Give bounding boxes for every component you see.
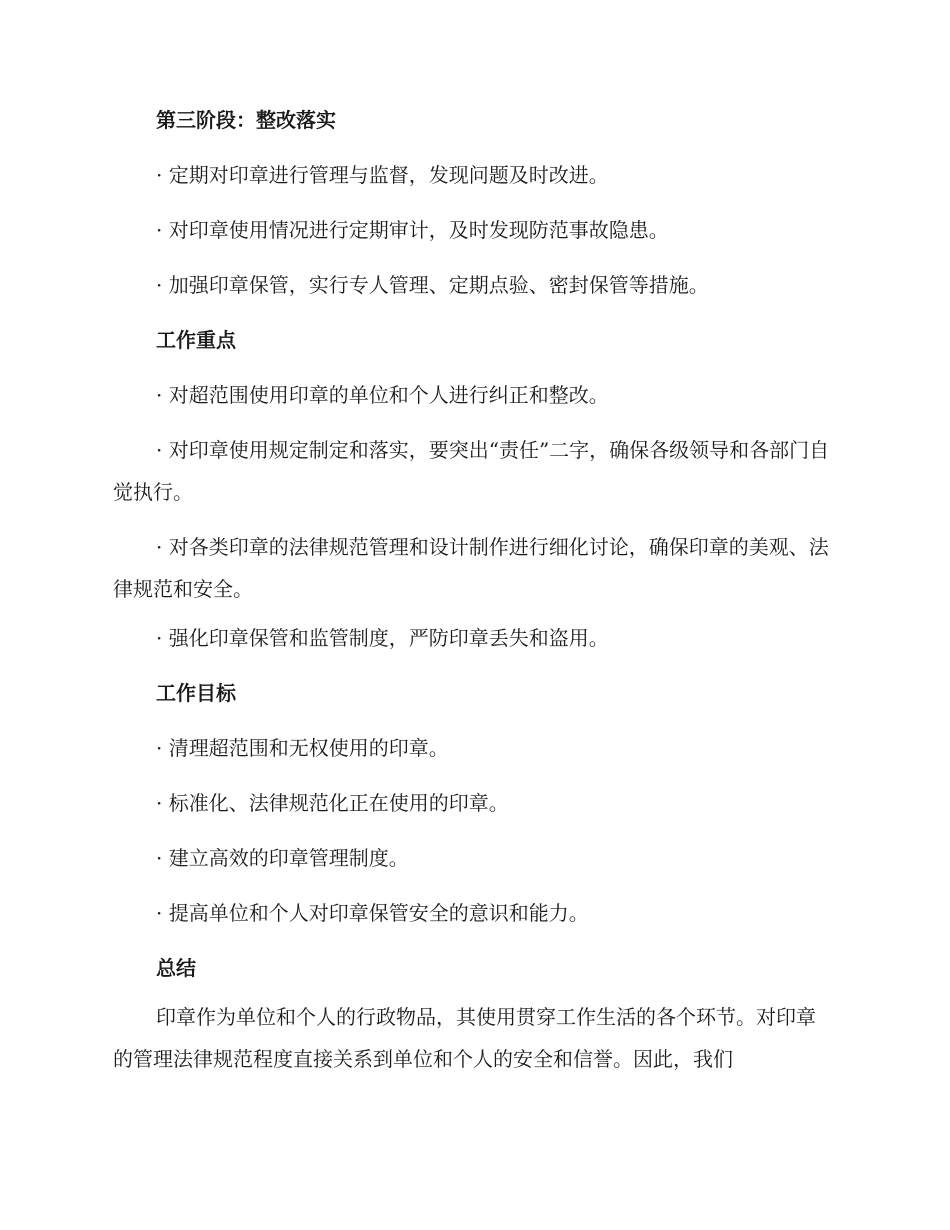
list-item: · 对超范围使用印章的单位和个人进行纠正和整改。 [156, 383, 609, 407]
list-item: · 提高单位和个人对印章保管安全的意识和能力。 [156, 901, 589, 925]
list-item: · 加强印章保管，实行专人管理、定期点验、密封保管等措施。 [156, 273, 709, 297]
section-heading-key-points: 工作重点 [156, 328, 236, 352]
list-item: · 清理超范围和无权使用的印章。 [156, 736, 449, 760]
list-item: · 建立高效的印章管理制度。 [156, 846, 409, 870]
list-item: · 强化印章保管和监管制度，严防印章丢失和盗用。 [156, 626, 609, 650]
section-heading-summary: 总结 [156, 956, 196, 980]
list-item: · 定期对印章进行管理与监督，发现问题及时改进。 [156, 163, 609, 187]
section-heading-goals: 工作目标 [156, 681, 236, 705]
list-item: · 对印章使用规定制定和落实，要突出“责任”二字，确保各级领导和各部门自觉执行。 [113, 438, 830, 504]
summary-paragraph: 印章作为单位和个人的行政物品，其使用贯穿工作生活的各个环节。对印章的管理法律规范程度直接关系到单位和个人的安全和信誉。因此，我们 [113, 1005, 816, 1071]
list-item: · 对印章使用情况进行定期审计，及时发现防范事故隐患。 [156, 218, 669, 242]
document-page [113, 105, 831, 1080]
section-heading-rectification: 第三阶段：整改落实 [156, 108, 336, 132]
list-item: · 对各类印章的法律规范管理和设计制作进行细化讨论，确保印章的美观、法律规范和安全。 [113, 535, 829, 601]
list-item: · 标准化、法律规范化正在使用的印章。 [156, 791, 509, 815]
